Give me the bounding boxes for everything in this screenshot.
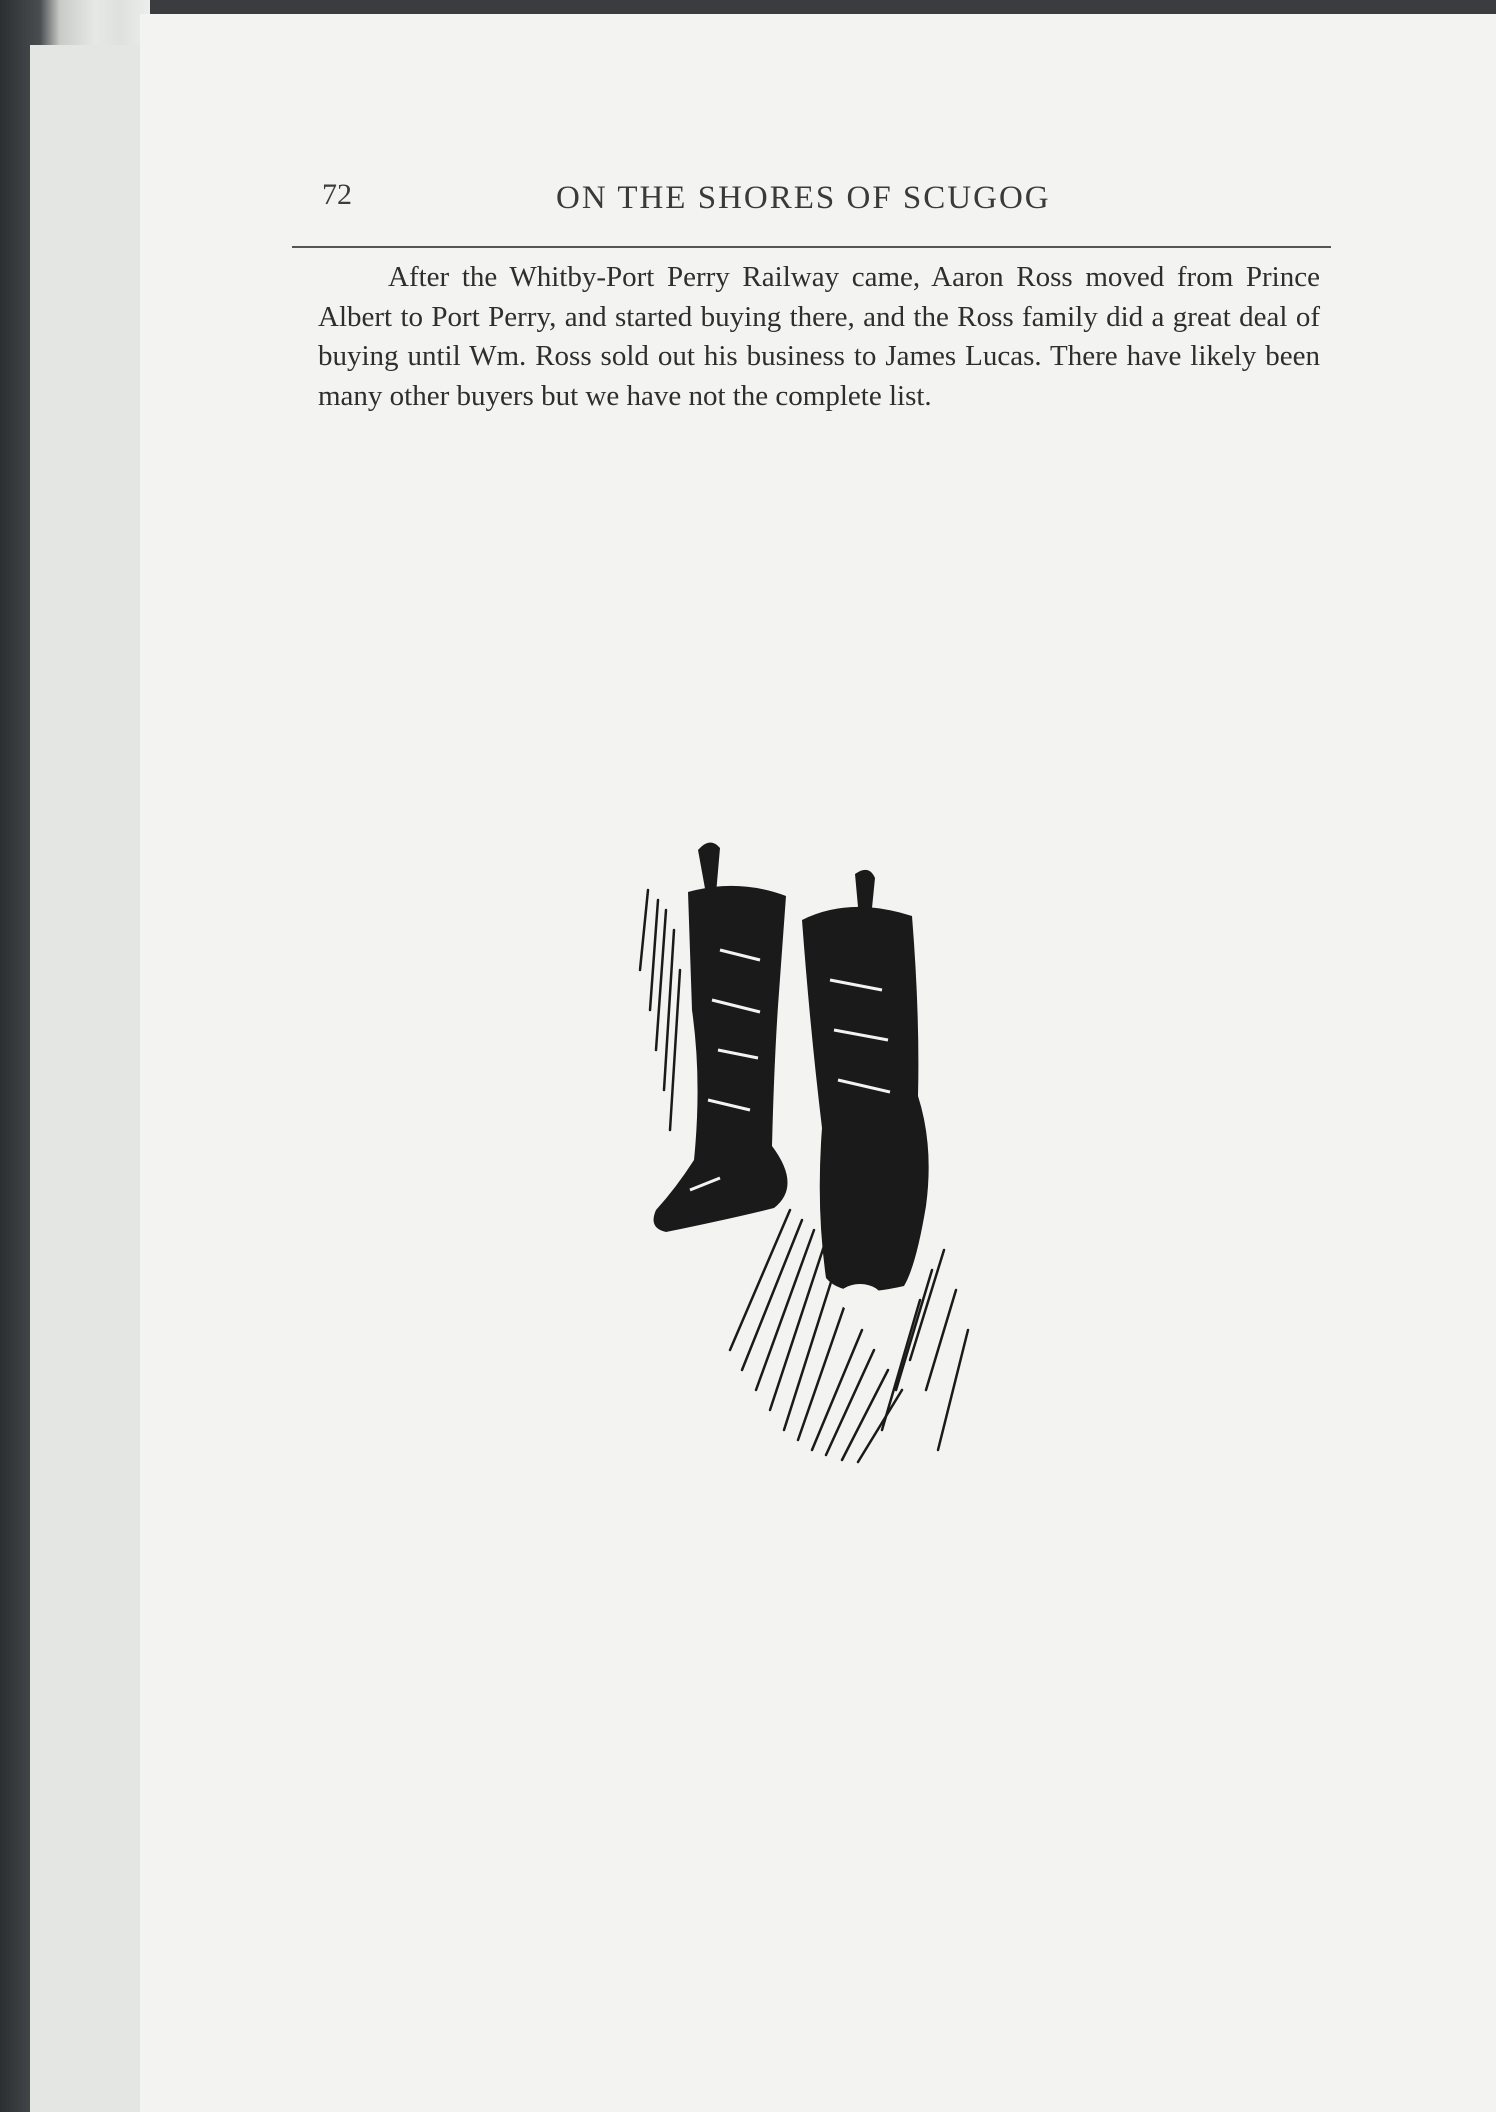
running-head: ON THE SHORES OF SCUGOG (556, 180, 1051, 216)
page-number: 72 (322, 178, 352, 211)
body-paragraph: After the Whitby-Port Perry Railway came, Aaron Ross moved from Prince Albert to Port Perry, and started buying there, and the Ross family did a great deal of buying until Wm. Ross sold out his business to James Lucas. There have likely been many other buyers but we have not the complete list. (318, 261, 1320, 412)
header-rule (292, 246, 1331, 248)
riding-boots-icon (620, 830, 1000, 1470)
